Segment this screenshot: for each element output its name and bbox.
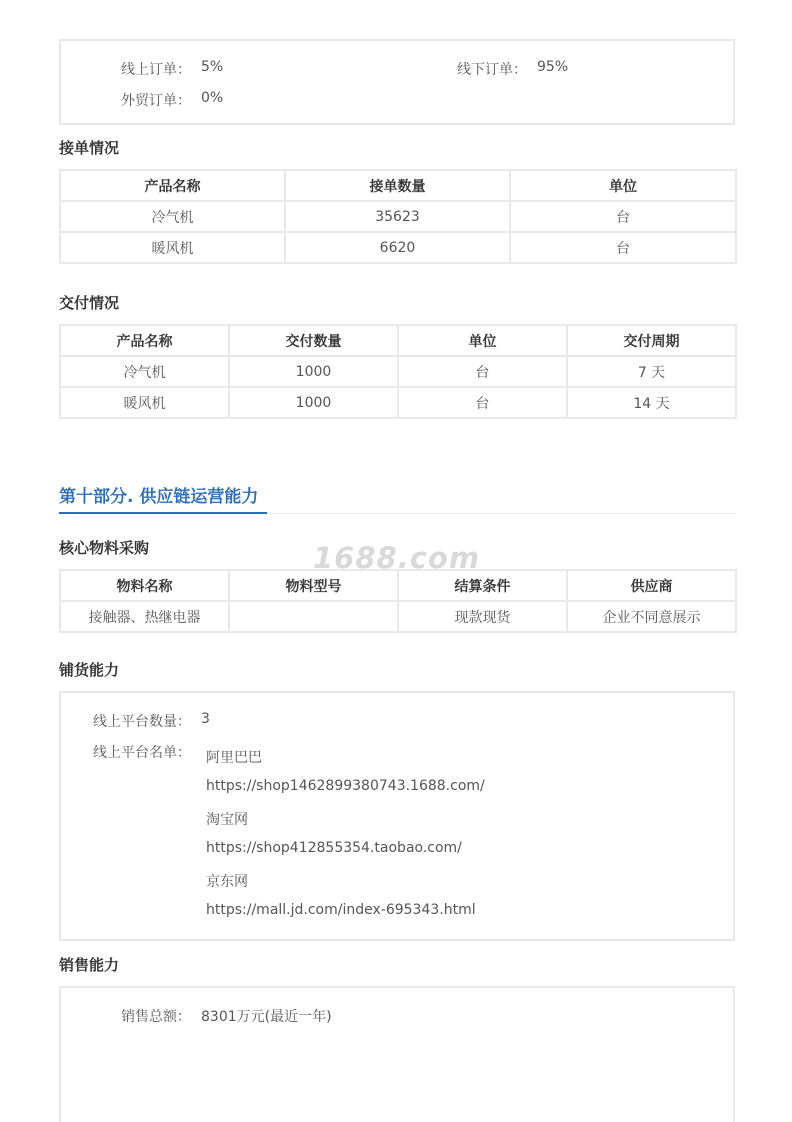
table-row (60, 201, 736, 232)
offline-order-value: 95% (537, 59, 569, 75)
column-header: 产品名称 (60, 170, 285, 201)
online-order-label: 线上订单： (121, 62, 191, 78)
platform-name: 京东网 (206, 874, 248, 890)
table-cell: 1000 (229, 387, 398, 418)
sales-box (59, 986, 735, 1122)
table-cell: 接触器、热继电器 (60, 601, 229, 632)
table-row (60, 387, 736, 418)
table-cell: 6620 (285, 232, 510, 263)
platform-url-link[interactable]: https://shop412855354.taobao.com/ (206, 840, 462, 856)
distribution-title: 铺货能力 (59, 661, 120, 679)
table-cell: 35623 (285, 201, 510, 232)
site-watermark: 1688.com (313, 541, 481, 575)
table-cell: 台 (510, 201, 736, 232)
part-title-underline (59, 512, 267, 514)
column-header: 物料名称 (60, 570, 229, 601)
table-cell: 1000 (229, 356, 398, 387)
online-order-value: 5% (201, 59, 224, 75)
platform-name: 淘宝网 (206, 812, 248, 828)
table-cell: 台 (510, 232, 736, 263)
distribution-box (59, 691, 735, 941)
delivery-table (59, 324, 737, 419)
sales-total-value: 8301万元(最近一年) (201, 1009, 332, 1025)
column-header: 物料型号 (229, 570, 398, 601)
column-header: 交付周期 (567, 325, 736, 356)
platform-url-link[interactable]: https://mall.jd.com/index-695343.html (206, 902, 476, 918)
table-cell: 台 (398, 356, 567, 387)
orders-title: 接单情况 (59, 139, 120, 157)
table-cell: 现款现货 (398, 601, 567, 632)
part-ten-title: 第十部分. 供应链运营能力 (59, 487, 259, 507)
foreign-order-value: 0% (201, 90, 224, 106)
sales-total-label: 销售总额： (121, 1009, 191, 1025)
offline-order-label: 线下订单： (457, 62, 527, 78)
table-cell (229, 601, 398, 632)
column-header: 接单数量 (285, 170, 510, 201)
platform-count-label: 线上平台数量： (93, 714, 191, 730)
column-header: 单位 (398, 325, 567, 356)
materials-title: 核心物料采购 (59, 539, 150, 557)
table-row (60, 601, 736, 632)
table-row (60, 356, 736, 387)
table-row (60, 232, 736, 263)
table-header-row (60, 325, 736, 356)
delivery-title: 交付情况 (59, 294, 120, 312)
column-header: 单位 (510, 170, 736, 201)
orders-table (59, 169, 737, 264)
platform-count-value: 3 (201, 711, 210, 727)
table-cell: 台 (398, 387, 567, 418)
order-ratio-box (59, 39, 735, 125)
column-header: 结算条件 (398, 570, 567, 601)
foreign-order-label: 外贸订单： (121, 93, 191, 109)
table-cell: 企业不同意展示 (567, 601, 736, 632)
column-header: 交付数量 (229, 325, 398, 356)
column-header: 供应商 (567, 570, 736, 601)
table-cell: 暖风机 (60, 232, 285, 263)
table-cell: 暖风机 (60, 387, 229, 418)
platform-names-label: 线上平台名单： (93, 745, 191, 761)
table-header-row (60, 170, 736, 201)
table-cell: 14 天 (567, 387, 736, 418)
materials-table (59, 569, 737, 633)
platform-name: 阿里巴巴 (206, 750, 262, 766)
table-cell: 冷气机 (60, 356, 229, 387)
sales-title: 销售能力 (59, 956, 120, 974)
table-cell: 冷气机 (60, 201, 285, 232)
platform-url-link[interactable]: https://shop1462899380743.1688.com/ (206, 778, 485, 794)
table-cell: 7 天 (567, 356, 736, 387)
column-header: 产品名称 (60, 325, 229, 356)
